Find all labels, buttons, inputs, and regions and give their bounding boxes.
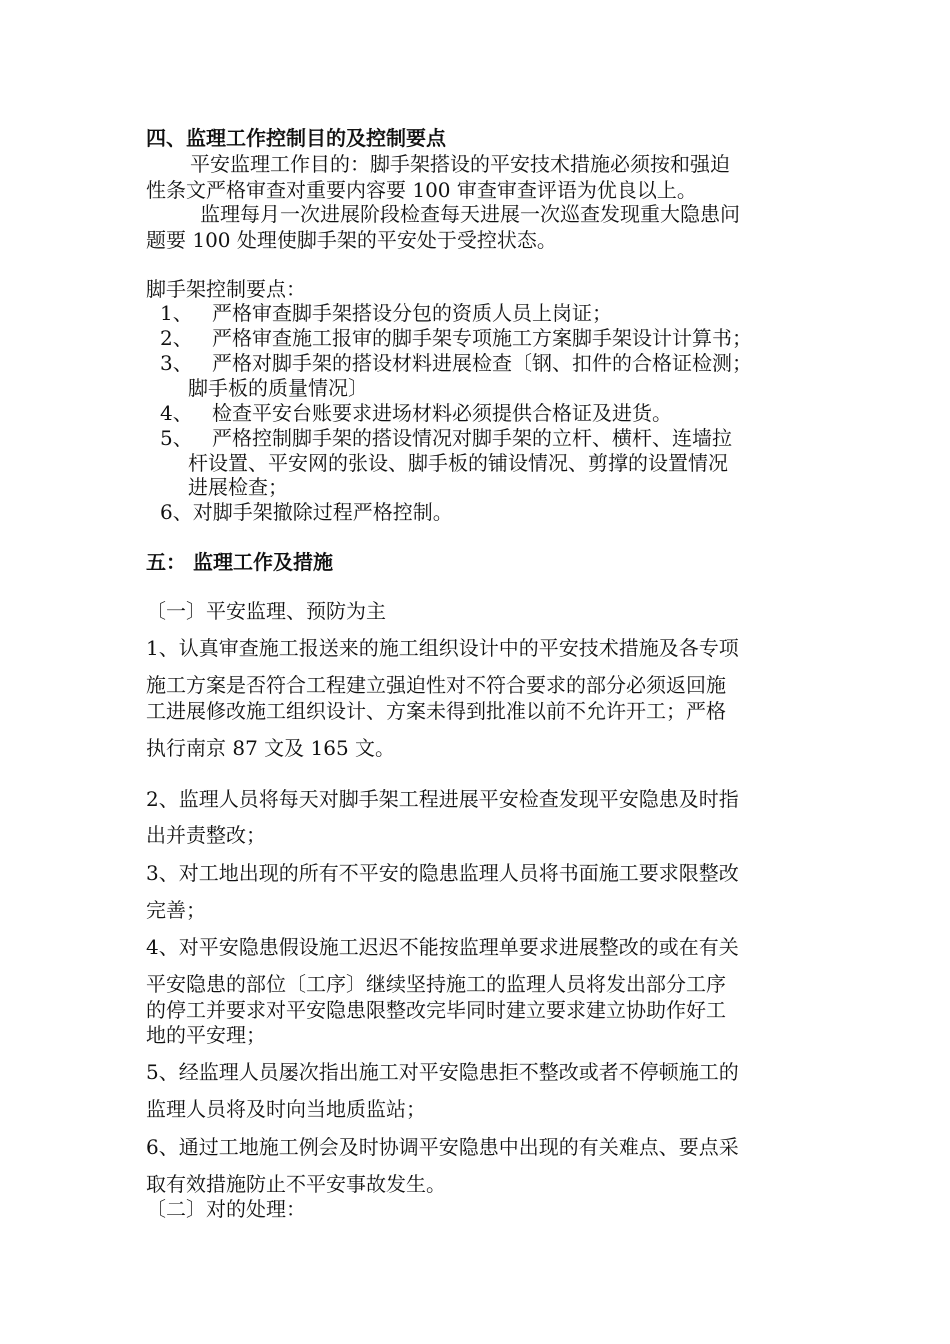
- section-5-heading: 五： 监理工作及措施: [146, 550, 333, 574]
- list-item-number: 4、: [160, 401, 193, 425]
- list-item: 严格控制脚手架的搭设情况对脚手架的立杆、横杆、连墙拉: [212, 426, 732, 450]
- point-4-line-3: 的停工并要求对平安隐患限整改完毕同时建立要求建立协助作好工: [146, 998, 726, 1022]
- control-points-title: 脚手架控制要点：: [146, 277, 306, 301]
- list-item-number: 3、: [160, 351, 193, 375]
- point-1-line-4: 执行南京 87 文及 165 文。: [146, 736, 396, 760]
- list-item: 严格审查施工报审的脚手架专项施工方案脚手架设计计算书；: [212, 326, 752, 350]
- point-3-line-1: 3、对工地出现的所有不平安的隐患监理人员将书面施工要求限整改: [146, 861, 739, 885]
- para-1-line-2: 性条文严格审查对重要内容要 100 审查审查评语为优良以上。: [146, 178, 697, 202]
- point-1-line-1: 1、认真审查施工报送来的施工组织设计中的平安技术措施及各专项: [146, 636, 739, 660]
- point-5-line-1: 5、经监理人员屡次指出施工对平安隐患拒不整改或者不停顿施工的: [146, 1060, 739, 1084]
- para-2-line-1: 监理每月一次进展阶段检查每天进展一次巡查发现重大隐患问: [200, 202, 740, 226]
- point-3-line-2: 完善；: [146, 898, 206, 922]
- list-item-number: 1、: [160, 301, 193, 325]
- point-2-line-2: 出并责整改；: [146, 823, 266, 847]
- list-item-continuation: 进展检查；: [188, 475, 288, 499]
- list-item: 严格审查脚手架搭设分包的资质人员上岗证；: [212, 301, 612, 325]
- point-4-line-2: 平安隐患的部位〔工序〕继续坚持施工的监理人员将发出部分工序: [146, 972, 726, 996]
- subsection-1-title: 〔一〕平安监理、预防为主: [146, 599, 386, 623]
- point-6-line-1: 6、通过工地施工例会及时协调平安隐患中出现的有关难点、要点采: [146, 1135, 739, 1159]
- point-4-line-1: 4、对平安隐患假设施工迟迟不能按监理单要求进展整改的或在有关: [146, 935, 739, 959]
- list-item: 检查平安台账要求进场材料必须提供合格证及进货。: [212, 401, 672, 425]
- point-1-line-2: 施工方案是否符合工程建立强迫性对不符合要求的部分必须返回施: [146, 673, 726, 697]
- point-6-line-2: 取有效措施防止不平安事故发生。: [146, 1172, 446, 1196]
- list-item-number: 5、: [160, 426, 193, 450]
- list-item-continuation: 脚手板的质量情况〕: [188, 376, 368, 400]
- point-5-line-2: 监理人员将及时向当地质监站；: [146, 1097, 426, 1121]
- para-1-line-1: 平安监理工作目的：脚手架搭设的平安技术措施必须按和强迫: [190, 152, 730, 176]
- list-item: 严格对脚手架的搭设材料进展检查〔钢、扣件的合格证检测；: [212, 351, 752, 375]
- subsection-2-title: 〔二〕对的处理：: [146, 1197, 306, 1221]
- list-item-continuation: 杆设置、平安网的张设、脚手板的铺设情况、剪撑的设置情况: [188, 451, 728, 475]
- list-item-6: 6、对脚手架撤除过程严格控制。: [160, 500, 453, 524]
- point-2-line-1: 2、监理人员将每天对脚手架工程进展平安检查发现平安隐患及时指: [146, 787, 739, 811]
- list-item-number: 2、: [160, 326, 193, 350]
- para-2-line-2: 题要 100 处理使脚手架的平安处于受控状态。: [146, 228, 557, 252]
- point-4-line-4: 地的平安理；: [146, 1023, 266, 1047]
- section-4-heading: 四、监理工作控制目的及控制要点: [146, 126, 446, 150]
- point-1-line-3: 工进展修改施工组织设计、方案未得到批准以前不允许开工；严格: [146, 699, 726, 723]
